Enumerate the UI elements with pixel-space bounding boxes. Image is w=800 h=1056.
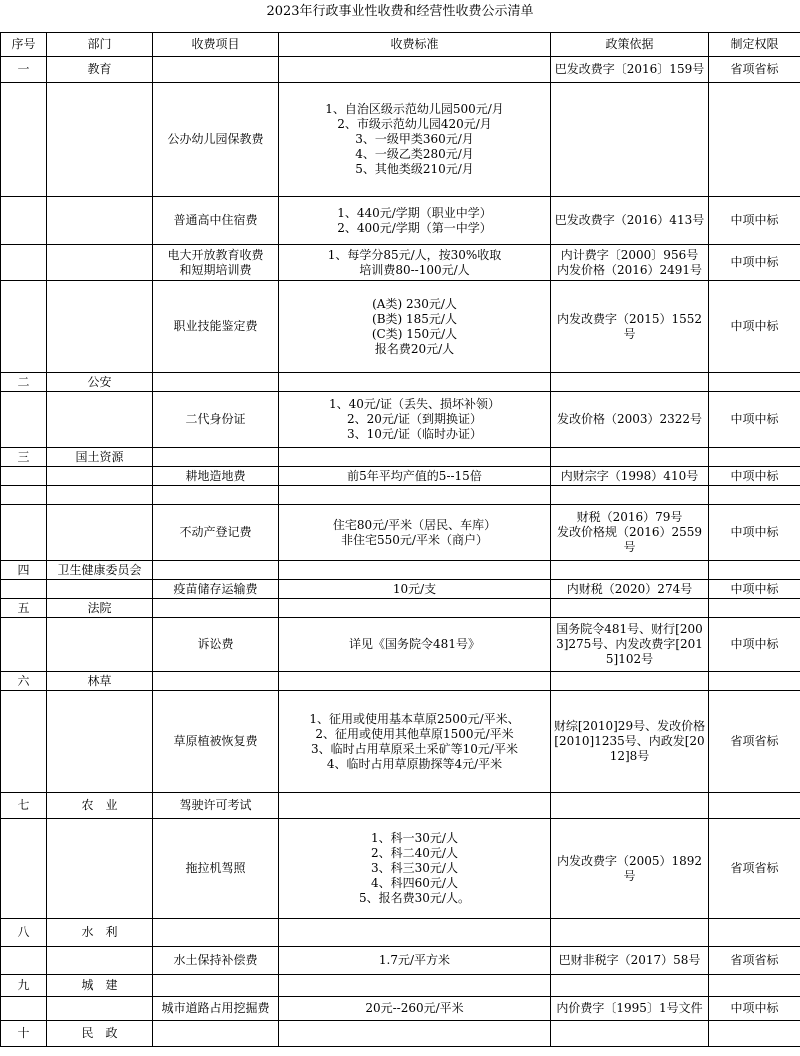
row-number-cell [1,281,47,373]
authority-cell: 中项中标 [709,245,800,281]
table-row [1,561,800,580]
header-cell: 部门 [47,33,153,57]
department-cell [47,392,153,448]
fee-item-cell [153,672,279,691]
authority-cell [709,793,800,819]
department-cell: 农 业 [47,793,153,819]
authority-cell: 省项省标 [709,57,800,83]
table-row [1,599,800,618]
department-cell [47,197,153,245]
row-number-cell [1,580,47,599]
row-number-cell [1,486,47,505]
table-row [1,947,800,975]
fee-item-cell [153,486,279,505]
header-cell: 收费项目 [153,33,279,57]
department-cell [47,997,153,1021]
authority-cell [709,83,800,197]
table-row [1,1021,800,1047]
fee-standard-cell: 10元/支 [279,580,551,599]
header-cell: 政策依据 [551,33,709,57]
authority-cell [709,919,800,947]
policy-basis-cell: 内发改费字（2015）1552号 [551,281,709,373]
row-number-cell [1,618,47,672]
table-row [1,691,800,793]
policy-basis-cell: 国务院令481号、财行[2003]275号、内发改费字[2015]102号 [551,618,709,672]
department-cell [47,281,153,373]
fee-item-cell: 普通高中住宿费 [153,197,279,245]
authority-cell: 中项中标 [709,281,800,373]
department-cell: 教育 [47,57,153,83]
department-cell [47,245,153,281]
row-number-cell [1,467,47,486]
department-cell: 卫生健康委员会 [47,561,153,580]
row-number-cell: 二 [1,373,47,392]
table-row [1,486,800,505]
fee-standard-cell [279,57,551,83]
table-header-row [1,33,800,57]
row-number-cell [1,691,47,793]
authority-cell: 中项中标 [709,197,800,245]
row-number-cell: 八 [1,919,47,947]
row-number-cell: 三 [1,448,47,467]
authority-cell [709,672,800,691]
policy-basis-cell [551,975,709,997]
table-row [1,580,800,599]
fee-standard-cell: 详见《国务院令481号》 [279,618,551,672]
policy-basis-cell [551,373,709,392]
row-number-cell: 一 [1,57,47,83]
fee-item-cell [153,561,279,580]
row-number-cell: 五 [1,599,47,618]
fee-item-cell: 职业技能鉴定费 [153,281,279,373]
fee-standard-cell [279,975,551,997]
policy-basis-cell: 内价费字〔1995〕1号文件 [551,997,709,1021]
fee-item-cell: 二代身份证 [153,392,279,448]
fee-item-cell: 不动产登记费 [153,505,279,561]
table-row [1,392,800,448]
policy-basis-cell: 内财宗字（1998）410号 [551,467,709,486]
policy-basis-cell [551,672,709,691]
fee-standard-cell: 20元--260元/平米 [279,997,551,1021]
department-cell [47,486,153,505]
row-number-cell [1,245,47,281]
department-cell [47,580,153,599]
policy-basis-cell [551,83,709,197]
authority-cell: 中项中标 [709,392,800,448]
fee-item-cell [153,373,279,392]
row-number-cell [1,392,47,448]
authority-cell: 中项中标 [709,467,800,486]
table-row [1,281,800,373]
fee-standard-cell: 1、征用或使用基本草原2500元/平米、 2、征用或使用其他草原1500元/平米 3、临时占用草原采土采矿等10元/平米 4、临时占用草原勘探等4元/平米 [279,691,551,793]
table-row [1,448,800,467]
table-row [1,245,800,281]
department-cell: 民 政 [47,1021,153,1047]
header-cell: 制定权限 [709,33,800,57]
department-cell [47,467,153,486]
fee-item-cell: 拖拉机驾照 [153,819,279,919]
authority-cell [709,486,800,505]
fee-item-cell: 电大开放教育收费 和短期培训费 [153,245,279,281]
fee-item-cell [153,599,279,618]
page-title: 2023年行政事业性收费和经营性收费公示清单 [266,4,534,19]
authority-cell: 省项省标 [709,947,800,975]
policy-basis-cell: 巴发改费字（2016）413号 [551,197,709,245]
fee-item-cell: 公办幼儿园保教费 [153,83,279,197]
department-cell: 水 利 [47,919,153,947]
header-cell: 收费标准 [279,33,551,57]
department-cell [47,691,153,793]
department-cell: 城 建 [47,975,153,997]
row-number-cell: 四 [1,561,47,580]
department-cell [47,505,153,561]
row-number-cell [1,83,47,197]
policy-basis-cell: 巴发改费字〔2016〕159号 [551,57,709,83]
table-row [1,975,800,997]
authority-cell [709,561,800,580]
authority-cell [709,373,800,392]
row-number-cell [1,819,47,919]
table-row [1,919,800,947]
fee-item-cell [153,57,279,83]
fee-standard-cell: 1、每学分85元/人，按30%收取 培训费80--100元/人 [279,245,551,281]
fee-standard-cell: 1.7元/平方米 [279,947,551,975]
authority-cell [709,1021,800,1047]
fee-standard-cell [279,1021,551,1047]
fee-item-cell: 疫苗储存运输费 [153,580,279,599]
table-row [1,467,800,486]
fee-standard-cell [279,919,551,947]
department-cell [47,83,153,197]
fee-standard-cell: 1、40元/证（丢失、损坏补领） 2、20元/证（到期换证） 3、10元/证（临时办证） [279,392,551,448]
fee-standard-cell: 1、440元/学期（职业中学） 2、400元/学期（第一中学） [279,197,551,245]
fee-standard-cell: 前5年平均产值的5--15倍 [279,467,551,486]
policy-basis-cell [551,448,709,467]
department-cell [47,819,153,919]
department-cell: 国土资源 [47,448,153,467]
department-cell: 公安 [47,373,153,392]
table-row [1,197,800,245]
fee-standard-cell [279,561,551,580]
department-cell: 法院 [47,599,153,618]
fee-item-cell [153,975,279,997]
fee-standard-cell: 1、科一30元/人 2、科二40元/人 3、科三30元/人 4、科四60元/人 5、报名费30元/人。 [279,819,551,919]
policy-basis-cell: 内财税（2020）274号 [551,580,709,599]
fee-item-cell: 耕地造地费 [153,467,279,486]
fee-standard-cell [279,793,551,819]
authority-cell: 省项省标 [709,819,800,919]
policy-basis-cell [551,561,709,580]
fee-item-cell: 水土保持补偿费 [153,947,279,975]
authority-cell [709,599,800,618]
policy-basis-cell: 内计费字〔2000〕956号 内发价格（2016）2491号 [551,245,709,281]
table-row [1,505,800,561]
table-row [1,373,800,392]
header-cell: 序号 [1,33,47,57]
fee-item-cell [153,448,279,467]
fee-item-cell [153,919,279,947]
fee-standard-cell [279,448,551,467]
authority-cell [709,448,800,467]
row-number-cell [1,197,47,245]
row-number-cell: 九 [1,975,47,997]
department-cell [47,618,153,672]
table-row [1,819,800,919]
fee-standard-cell [279,599,551,618]
policy-basis-cell [551,793,709,819]
fee-item-cell: 诉讼费 [153,618,279,672]
authority-cell: 省项省标 [709,691,800,793]
table-row [1,793,800,819]
authority-cell: 中项中标 [709,618,800,672]
fee-table [0,32,800,1047]
row-number-cell: 六 [1,672,47,691]
fee-standard-cell: (A类) 230元/人 (B类) 185元/人 (C类) 150元/人 报名费20元/人 [279,281,551,373]
fee-standard-cell: 住宅80元/平米（居民、车库） 非住宅550元/平米（商户） [279,505,551,561]
policy-basis-cell: 巴财非税字（2017）58号 [551,947,709,975]
authority-cell: 中项中标 [709,580,800,599]
fee-item-cell: 草原植被恢复费 [153,691,279,793]
fee-standard-cell [279,486,551,505]
table-row [1,57,800,83]
authority-cell: 中项中标 [709,997,800,1021]
row-number-cell [1,947,47,975]
department-cell: 林草 [47,672,153,691]
policy-basis-cell: 发改价格（2003）2322号 [551,392,709,448]
table-row [1,672,800,691]
authority-cell: 中项中标 [709,505,800,561]
table-row [1,83,800,197]
table-row [1,997,800,1021]
authority-cell [709,975,800,997]
row-number-cell [1,997,47,1021]
policy-basis-cell [551,919,709,947]
policy-basis-cell [551,599,709,618]
table-row [1,618,800,672]
fee-item-cell: 驾驶许可考试 [153,793,279,819]
fee-standard-cell: 1、自治区级示范幼儿园500元/月 2、市级示范幼儿园420元/月 3、一级甲类360元/月 4、一级乙类280元/月 5、其他类级210元/月 [279,83,551,197]
department-cell [47,947,153,975]
fee-item-cell: 城市道路占用挖掘费 [153,997,279,1021]
policy-basis-cell: 内发改费字（2005）1892号 [551,819,709,919]
fee-item-cell [153,1021,279,1047]
row-number-cell: 十 [1,1021,47,1047]
fee-standard-cell [279,373,551,392]
policy-basis-cell: 财税（2016）79号 发改价格规（2016）2559号 [551,505,709,561]
row-number-cell: 七 [1,793,47,819]
fee-standard-cell [279,672,551,691]
policy-basis-cell [551,486,709,505]
policy-basis-cell: 财综[2010]29号、发改价格[2010]1235号、内政发[2012]8号 [551,691,709,793]
policy-basis-cell [551,1021,709,1047]
row-number-cell [1,505,47,561]
